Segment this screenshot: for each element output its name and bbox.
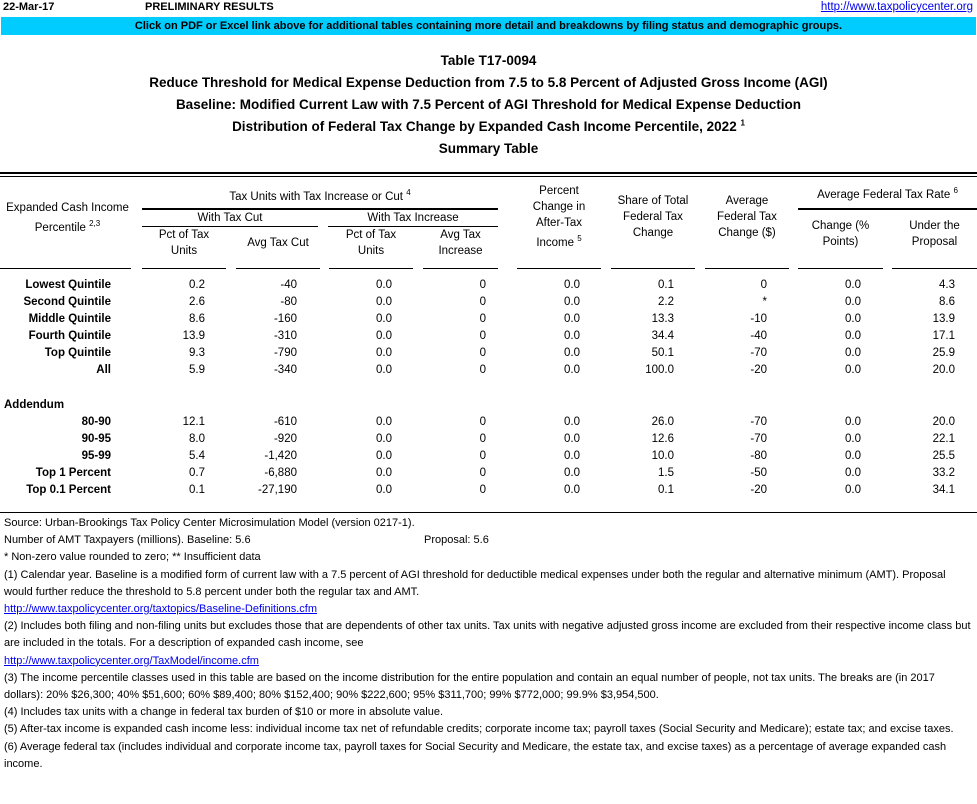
site-link[interactable]: http://www.taxpolicycenter.org <box>820 1 973 13</box>
cell-cut-avg: -6,880 <box>264 467 297 479</box>
cell-cut-avg: -920 <box>273 433 297 445</box>
row-label: Top 1 Percent <box>35 467 111 479</box>
cell-cut-avg: -790 <box>273 347 297 359</box>
cell-pct-change: 0.0 <box>564 364 580 376</box>
cell-rate-change: 0.0 <box>845 313 861 325</box>
cell-avg-change: * <box>762 296 767 308</box>
distribution-text: Distribution of Federal Tax Change by Expanded Cash Income Percentile, 2022 <box>232 119 737 134</box>
col-inc-avg-header <box>423 227 498 259</box>
col-rate-change-line2: Points) <box>822 236 859 248</box>
table-row <box>0 345 977 362</box>
cell-rate-under: 4.3 <box>939 279 955 291</box>
col-inc-avg-line1: Avg Tax <box>440 229 481 241</box>
cell-inc-pct: 0.0 <box>376 296 392 308</box>
cell-cut-pct: 5.4 <box>189 450 205 462</box>
col-inc-pct-header <box>329 227 413 259</box>
cell-inc-pct: 0.0 <box>376 347 392 359</box>
table-bottom-rule <box>0 512 977 513</box>
col-rate-change-underline <box>798 268 883 269</box>
cell-inc-pct: 0.0 <box>376 484 392 496</box>
cell-share: 0.1 <box>658 484 674 496</box>
table-row <box>0 328 977 345</box>
col-pct-change-line3: After-Tax <box>535 217 582 229</box>
cell-cut-avg: -40 <box>280 279 297 291</box>
col-pct-change-underline <box>517 268 601 269</box>
cell-cut-avg: -610 <box>273 416 297 428</box>
cell-pct-change: 0.0 <box>564 347 580 359</box>
report-date: 22-Mar-17 <box>3 1 55 13</box>
group-avg-rate-header <box>798 183 977 203</box>
table-row <box>0 465 977 482</box>
row-label: Top Quintile <box>44 347 111 359</box>
cell-rate-under: 20.0 <box>932 364 955 376</box>
cell-inc-pct: 0.0 <box>376 330 392 342</box>
cell-rate-under: 25.9 <box>932 347 955 359</box>
cell-share: 50.1 <box>651 347 674 359</box>
group-tax-units-text: Tax Units with Tax Increase or Cut <box>229 190 403 203</box>
cell-inc-pct: 0.0 <box>376 467 392 479</box>
status-label: PRELIMINARY RESULTS <box>145 1 274 13</box>
group-avg-rate-text: Average Federal Tax Rate <box>817 188 951 201</box>
cell-share: 10.0 <box>651 450 674 462</box>
cell-inc-avg: 0 <box>479 450 486 462</box>
table-row <box>0 311 977 328</box>
cell-inc-pct: 0.0 <box>376 313 392 325</box>
col-inc-avg-underline <box>423 268 498 269</box>
cell-inc-pct: 0.0 <box>376 433 392 445</box>
income-definition-link[interactable]: http://www.taxpolicycenter.org/TaxModel/income.cfm <box>4 654 259 667</box>
cell-cut-avg: -27,190 <box>257 484 297 496</box>
col-inc-avg-line2: Increase <box>438 245 483 257</box>
cell-rate-change: 0.0 <box>845 484 861 496</box>
cell-cut-pct: 12.1 <box>182 416 205 428</box>
cell-inc-avg: 0 <box>479 296 486 308</box>
cell-inc-avg: 0 <box>479 347 486 359</box>
col-avg-change-underline <box>705 268 789 269</box>
footnote-3: (3) The income percentile classes used in this table are based on the income distribution for the entire population and contain an equal number of people, not tax units. The breaks are (in 2017 dollars): 20% $26,300; 40% $51,600; 60% $89,400; 80% $152,400; 90% $222,600; 95% $311,700; 99% $772,000; 99.9% $3,954,500. <box>4 671 935 702</box>
footnote-1-link-line <box>4 601 976 618</box>
info-banner: Click on PDF or Excel link above for additional tables containing more detail and breakdowns by filing status and demographic groups. <box>1 17 976 35</box>
amt-proposal: Proposal: 5.6 <box>424 534 489 547</box>
col-inc-pct-underline <box>329 268 413 269</box>
cell-rate-under: 8.6 <box>939 296 955 308</box>
col-rate-under-line1: Under the <box>909 220 960 232</box>
footnote-2: (2) Includes both filing and non-filing units but excludes those that are dependents of other tax units. Tax units with negative adjusted gross income are excluded from their respective income class but are included in the totals. For a description of expanded cash income, see <box>4 620 971 650</box>
cell-share: 12.6 <box>651 433 674 445</box>
col-cut-pct-line2: Units <box>170 245 198 257</box>
col-pct-change-line2: Change in <box>532 201 586 213</box>
table-id: Table T17-0094 <box>440 53 537 68</box>
cell-avg-change: -40 <box>750 330 767 342</box>
cell-inc-avg: 0 <box>479 416 486 428</box>
col-share-line2: Federal Tax <box>623 211 683 223</box>
col-share-line3: Change <box>632 227 674 239</box>
top-bar <box>0 0 977 16</box>
footnote-ref: 1 <box>740 118 745 128</box>
cell-cut-avg: -80 <box>280 296 297 308</box>
cell-inc-pct: 0.0 <box>376 279 392 291</box>
cell-inc-pct: 0.0 <box>376 450 392 462</box>
footnote-2-link-line <box>4 653 976 670</box>
table-row <box>0 362 977 379</box>
col-pct-change-header <box>517 183 601 251</box>
row-label: Middle Quintile <box>28 313 111 325</box>
footnote-1: (1) Calendar year. Baseline is a modified form of current law with a 7.5 percent of AGI threshold for deductible medical expenses under both the regular and alternative minimum (AMT). Proposal would further reduce the threshold to 5.8 percent under both the regular tax and AMT. <box>4 568 946 598</box>
cell-share: 34.4 <box>651 330 674 342</box>
cell-rate-under: 20.0 <box>932 416 955 428</box>
col-avg-change-line1: Average <box>725 195 769 207</box>
col-percentile-underline <box>0 268 131 269</box>
cell-cut-pct: 9.3 <box>189 347 205 359</box>
cell-pct-change: 0.0 <box>564 330 580 342</box>
cell-rate-under: 22.1 <box>932 433 955 445</box>
footnote-ref: 4 <box>406 188 411 197</box>
cell-rate-change: 0.0 <box>845 416 861 428</box>
row-label: Fourth Quintile <box>28 330 111 342</box>
row-label: 80-90 <box>81 416 111 428</box>
distribution-title <box>0 116 977 138</box>
col-share-header <box>611 193 695 241</box>
cell-inc-avg: 0 <box>479 279 486 291</box>
cell-share: 2.2 <box>658 296 674 308</box>
col-percentile-line1: Expanded Cash Income <box>6 202 129 214</box>
cell-avg-change: -10 <box>750 313 767 325</box>
col-inc-pct-line2: Units <box>357 245 385 257</box>
baseline-definitions-link[interactable]: http://www.taxpolicycenter.org/taxtopics/Baseline-Definitions.cfm <box>4 603 318 616</box>
cell-pct-change: 0.0 <box>564 433 580 445</box>
footnote-ref: 6 <box>953 186 958 195</box>
col-pct-change-line4 <box>517 231 601 251</box>
cell-pct-change: 0.0 <box>564 484 580 496</box>
amt-baseline: Number of AMT Taxpayers (millions). Baseline: 5.6 <box>4 534 251 547</box>
cell-avg-change: -20 <box>750 484 767 496</box>
cell-rate-under: 34.1 <box>932 484 955 496</box>
row-label: Lowest Quintile <box>25 279 111 291</box>
cell-cut-pct: 2.6 <box>189 296 205 308</box>
baseline-title: Baseline: Modified Current Law with 7.5 Percent of AGI Threshold for Medical Expense Deduction <box>175 97 802 112</box>
col-pct-change-line1: Percent <box>539 185 579 197</box>
col-cut-avg-underline <box>236 268 320 269</box>
cell-share: 26.0 <box>651 416 674 428</box>
cell-cut-avg: -340 <box>273 364 297 376</box>
cell-pct-change: 0.0 <box>564 450 580 462</box>
cell-rate-change: 0.0 <box>845 279 861 291</box>
cell-share: 13.3 <box>651 313 674 325</box>
header-rule-secondary <box>0 176 977 177</box>
cell-rate-under: 13.9 <box>932 313 955 325</box>
addendum-label: Addendum <box>4 399 65 411</box>
table-row <box>0 414 977 431</box>
col-pct-change-text: Income <box>536 236 575 249</box>
row-label: Top 0.1 Percent <box>26 484 111 496</box>
row-label: All <box>96 364 111 376</box>
footnote-ref: 2,3 <box>89 219 101 228</box>
cell-avg-change: -70 <box>750 347 767 359</box>
footnote-5: (5) After-tax income is expanded cash income less: individual income tax net of refundable credits; corporate income tax; payroll taxes (Social Security and Medicare); estate tax; and excise taxes. <box>4 723 954 736</box>
col-cut-pct-underline <box>142 268 226 269</box>
cell-rate-change: 0.0 <box>845 330 861 342</box>
table-row <box>0 294 977 311</box>
col-share-line1: Share of Total <box>617 195 689 207</box>
col-avg-change-header <box>705 193 789 241</box>
cell-rate-change: 0.0 <box>845 433 861 445</box>
summary-title: Summary Table <box>438 141 539 156</box>
table-row <box>0 277 977 294</box>
col-rate-under-header <box>892 218 977 250</box>
col-avg-change-line2: Federal Tax <box>717 211 777 223</box>
col-cut-pct-line1: Pct of Tax <box>158 229 210 241</box>
cell-share: 0.1 <box>658 279 674 291</box>
cell-pct-change: 0.0 <box>564 279 580 291</box>
table-row <box>0 431 977 448</box>
footnote-6: (6) Average federal tax (includes individual and corporate income tax, payroll taxes for Social Security and Medicare, the estate tax, and excise taxes) as a percentage of average expanded cash income. <box>4 740 947 770</box>
col-rate-under-line2: Proposal <box>911 236 958 248</box>
cell-cut-pct: 13.9 <box>182 330 205 342</box>
cell-rate-under: 33.2 <box>932 467 955 479</box>
col-rate-change-line1: Change (% <box>811 220 870 232</box>
subgroup-with-tax-increase: With Tax Increase <box>367 212 459 224</box>
cell-share: 1.5 <box>658 467 674 479</box>
cell-avg-change: -70 <box>750 433 767 445</box>
col-cut-pct-header <box>142 227 226 259</box>
cell-avg-change: -20 <box>750 364 767 376</box>
group-avg-rate-underline <box>798 208 977 210</box>
group-tax-units-header <box>142 185 498 205</box>
cell-avg-change: 0 <box>760 279 767 291</box>
cell-pct-change: 0.0 <box>564 467 580 479</box>
col-cut-avg-header: Avg Tax Cut <box>247 237 309 249</box>
cell-share: 100.0 <box>645 364 674 376</box>
cell-inc-avg: 0 <box>479 467 486 479</box>
col-rate-under-underline <box>892 268 977 269</box>
cell-rate-change: 0.0 <box>845 347 861 359</box>
cell-cut-pct: 0.7 <box>189 467 205 479</box>
amt-note <box>4 532 976 549</box>
cell-cut-avg: -160 <box>273 313 297 325</box>
subgroup-with-tax-cut: With Tax Cut <box>197 212 263 224</box>
cell-cut-pct: 0.1 <box>189 484 205 496</box>
cell-inc-pct: 0.0 <box>376 364 392 376</box>
col-avg-change-line3: Change ($) <box>718 227 776 239</box>
legend-note: * Non-zero value rounded to zero; ** Insufficient data <box>4 551 261 564</box>
cell-rate-under: 25.5 <box>932 450 955 462</box>
col-rate-change-header <box>798 218 883 250</box>
cell-inc-pct: 0.0 <box>376 416 392 428</box>
footnote-ref: 5 <box>577 234 582 243</box>
cell-inc-avg: 0 <box>479 313 486 325</box>
table-title: Reduce Threshold for Medical Expense Deduction from 7.5 to 5.8 Percent of Adjusted Gross Income (AGI) <box>149 75 828 90</box>
cell-pct-change: 0.0 <box>564 313 580 325</box>
footnotes <box>4 515 976 773</box>
row-label: 90-95 <box>81 433 111 445</box>
table-row <box>0 482 977 499</box>
cell-inc-avg: 0 <box>479 364 486 376</box>
cell-inc-avg: 0 <box>479 330 486 342</box>
cell-rate-change: 0.0 <box>845 467 861 479</box>
row-label: 95-99 <box>81 450 111 462</box>
cell-cut-pct: 5.9 <box>189 364 205 376</box>
cell-avg-change: -50 <box>750 467 767 479</box>
cell-cut-pct: 0.2 <box>189 279 205 291</box>
cell-rate-under: 17.1 <box>932 330 955 342</box>
col-percentile-line2 <box>0 216 135 236</box>
footnote-4: (4) Includes tax units with a change in federal tax burden of $10 or more in absolute value. <box>4 706 444 719</box>
cell-inc-avg: 0 <box>479 433 486 445</box>
cell-inc-avg: 0 <box>479 484 486 496</box>
cell-avg-change: -70 <box>750 416 767 428</box>
source-note: Source: Urban-Brookings Tax Policy Center Microsimulation Model (version 0217-1). <box>4 517 415 529</box>
cell-pct-change: 0.0 <box>564 416 580 428</box>
title-block <box>0 50 977 160</box>
col-share-underline <box>611 268 695 269</box>
col-inc-pct-line1: Pct of Tax <box>345 229 397 241</box>
cell-avg-change: -80 <box>750 450 767 462</box>
row-label: Second Quintile <box>23 296 111 308</box>
cell-rate-change: 0.0 <box>845 296 861 308</box>
cell-cut-avg: -310 <box>273 330 297 342</box>
cell-cut-pct: 8.0 <box>189 433 205 445</box>
cell-cut-pct: 8.6 <box>189 313 205 325</box>
cell-cut-avg: -1,420 <box>264 450 297 462</box>
cell-rate-change: 0.0 <box>845 450 861 462</box>
table-row <box>0 448 977 465</box>
col-percentile-text: Percentile <box>34 221 86 234</box>
col-percentile-header <box>0 200 135 236</box>
cell-pct-change: 0.0 <box>564 296 580 308</box>
cell-rate-change: 0.0 <box>845 364 861 376</box>
